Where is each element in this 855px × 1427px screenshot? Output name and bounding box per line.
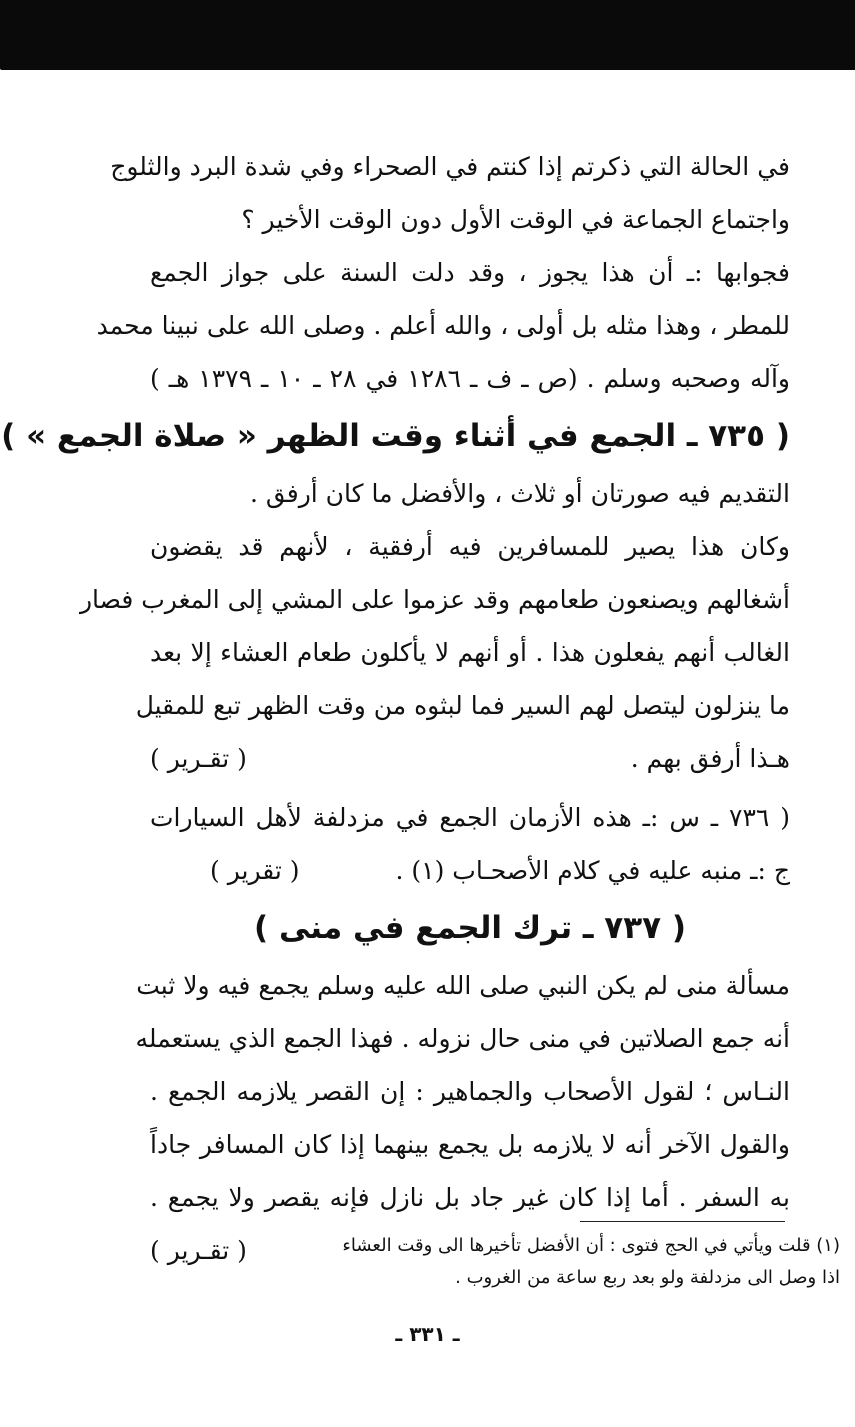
section-735-heading: ( ٧٣٥ ـ الجمع في أثناء وقت الظهر « صلاة الجمع » ) — [1, 418, 790, 454]
text-line-end: هـذا أرفق بهم . — [630, 744, 790, 773]
text-line: به السفر . أما إذا كان غير جاد بل نازل فإنه يقصر ولا يجمع . — [150, 1183, 790, 1212]
page-number: ـ ٣٣١ ـ — [395, 1322, 460, 1346]
footnote-line: اذا وصل الى مزدلفة ولو بعد ربع ساعة من الغروب . — [455, 1267, 840, 1288]
footnote — [160, 1230, 840, 1294]
text-line: في الحالة التي ذكرتم إذا كنتم في الصحراء وفي شدة البرد والثلوج — [110, 152, 790, 181]
text-line: النـاس ؛ لقول الأصحاب والجماهير : إن القصر يلازمه الجمع . — [150, 1077, 790, 1106]
page-body — [1, 140, 791, 1277]
text-line: أنه جمع الصلاتين في منى حال نزوله . فهذا الجمع الذي يستعمله — [135, 1024, 790, 1053]
text-line: واجتماع الجماعة في الوقت الأول دون الوقت الأخير ؟ — [241, 205, 790, 234]
footnote-divider — [580, 1221, 785, 1222]
source-note: ( تقـرير ) — [150, 744, 247, 773]
section-735-body — [79, 467, 790, 785]
source-note: ( تقرير ) — [210, 856, 300, 885]
footnote-line: (١) قلت ويأتي في الحج فتوى : أن الأفضل تأخيرها الى وقت العشاء — [342, 1235, 840, 1256]
text-line: للمطر ، وهذا مثله بل أولى ، والله أعلم . وصلى الله على نبينا محمد — [96, 311, 790, 340]
text-line: ما ينزلون ليتصل لهم السير فما لبثوه من وقت الظهر تبع للمقيل — [135, 691, 790, 720]
text-line: الغالب أنهم يفعلون هذا . أو أنهم لا يأكلون طعام العشاء إلا بعد — [150, 638, 790, 667]
text-line: وكان هذا يصير للمسافرين فيه أرفقية ، لأنهم قد يقضون — [150, 532, 790, 561]
answer-line — [150, 844, 790, 897]
text-line: أشغالهم ويصنعون طعامهم وقد عزموا على المشي إلى المغرب فصار — [79, 585, 790, 614]
text-line: فجوابها :ـ أن هذا يجوز ، وقد دلت السنة على جواز الجمع — [150, 258, 790, 287]
text-line: والقول الآخر أنه لا يلازمه بل يجمع بينهما إذا كان المسافر جاداً — [150, 1130, 790, 1159]
section-737-heading: ( ٧٣٧ ـ ترك الجمع في منى ) — [253, 910, 687, 946]
source-note: ( تقـرير ) — [150, 1236, 247, 1265]
intro-passage — [96, 140, 790, 405]
text-line: وآله وصحبه وسلم . (ص ـ ف ـ ١٢٨٦ في ٢٨ ـ ١٠ ـ ١٣٧٩ هـ ) — [150, 364, 790, 393]
scan-dark-edge — [0, 0, 855, 70]
text-line: التقديم فيه صورتان أو ثلاث ، والأفضل ما كان أرفق . — [250, 479, 790, 508]
text-line-with-source — [150, 732, 790, 785]
text-line: مسألة منى لم يكن النبي صلى الله عليه وسلم يجمع فيه ولا ثبت — [136, 971, 790, 1000]
question-line: ( ٧٣٦ ـ س :ـ هذه الأزمان الجمع في مزدلفة لأهل السيارات — [150, 803, 791, 832]
section-736 — [150, 791, 790, 897]
answer-text: ج :ـ منبه عليه في كلام الأصحـاب (١) . — [395, 856, 790, 885]
